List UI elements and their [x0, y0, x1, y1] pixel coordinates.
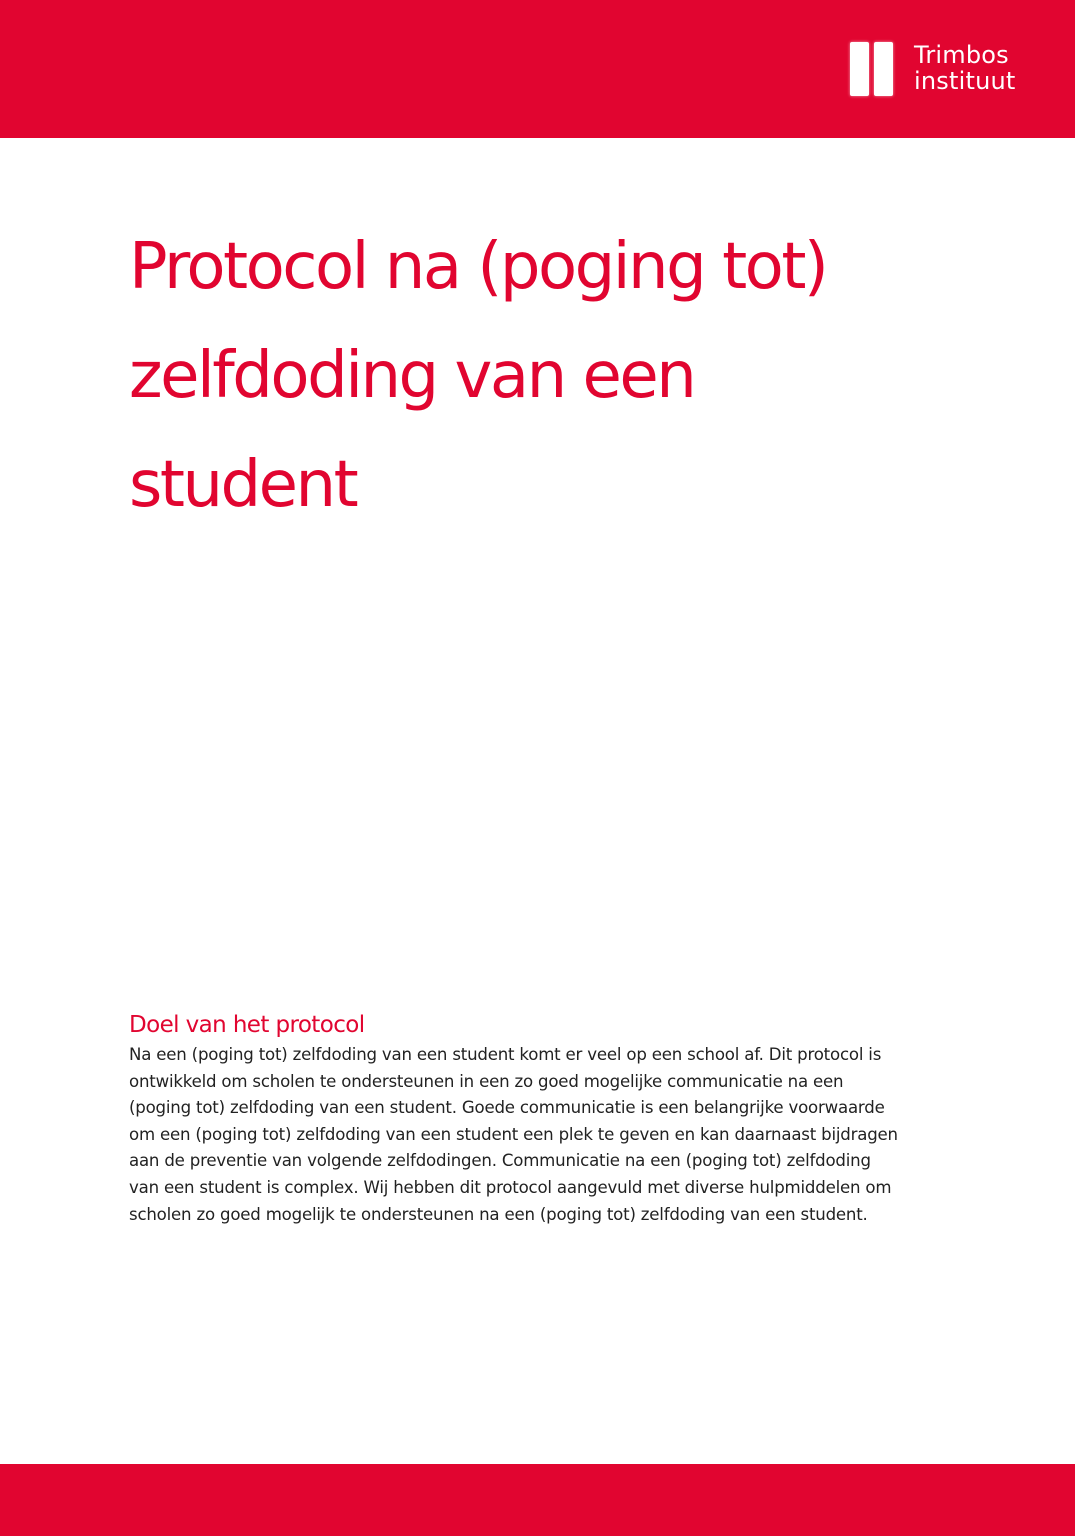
logo-line-2: instituut [914, 67, 1016, 95]
body-line: (poging tot) zelfdoding van een student. Goede communicatie is een belangrijke voorwaarde [129, 1098, 885, 1118]
title-line: zelfdoding van een [129, 339, 695, 413]
section-body [129, 1042, 959, 1228]
body-line: ontwikkeld om scholen te ondersteunen in een zo goed mogelijke communicatie na een [129, 1071, 844, 1091]
logo-line-1: Trimbos [914, 41, 1009, 69]
logo-bar-right [874, 42, 893, 96]
body-line: om een (poging tot) zelfdoding van een student een plek te geven en kan daarnaast bijdragen [129, 1124, 898, 1144]
purpose-section [129, 1010, 959, 1228]
logo-wordmark [914, 42, 1016, 94]
logo-bar-left [850, 42, 869, 96]
body-line: van een student is complex. Wij hebben dit protocol aangevuld met diverse hulpmiddelen om [129, 1177, 892, 1197]
trimbos-logo [848, 42, 1016, 98]
body-line: Na een (poging tot) zelfdoding van een student komt er veel op een school af. Dit protocol is [129, 1045, 882, 1064]
body-line: scholen zo goed mogelijk te ondersteunen na een (poging tot) zelfdoding van een student. [129, 1204, 868, 1224]
logo-mark-icon [848, 42, 904, 98]
title-line: Protocol na (poging tot) [129, 230, 827, 304]
body-line: aan de preventie van volgende zelfdodingen. Communicatie na een (poging tot) zelfdoding [129, 1151, 871, 1171]
footer-band [0, 1464, 1075, 1536]
title-line: student [129, 448, 357, 522]
section-heading: Doel van het protocol [129, 1012, 365, 1038]
document-title [129, 213, 1009, 540]
